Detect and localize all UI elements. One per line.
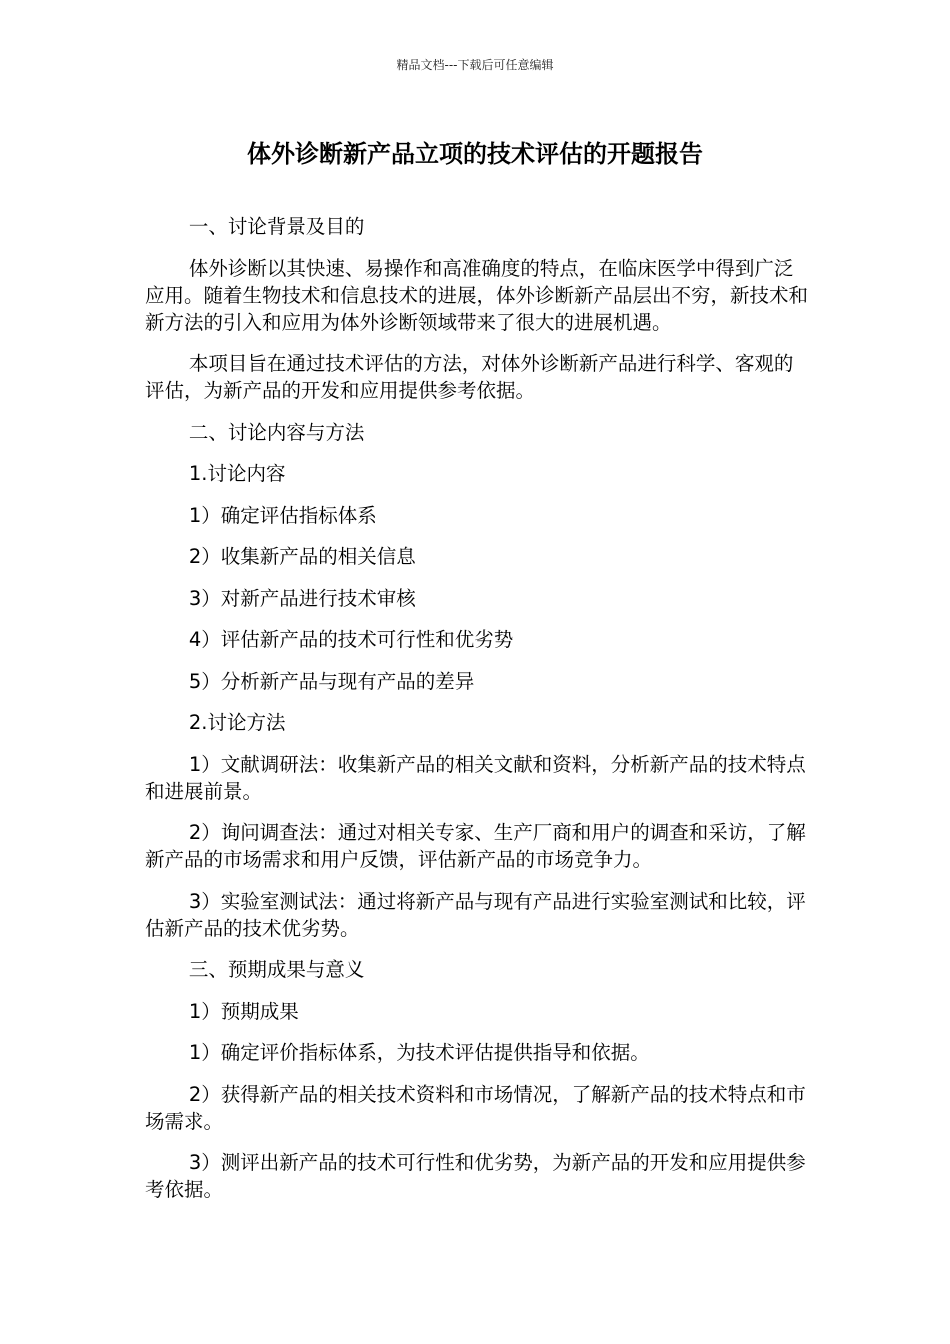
list-item: 4）评估新产品的技术可行性和优劣势 (188, 628, 514, 651)
list-item: 1）确定评估指标体系 (188, 503, 377, 527)
subheading-method: 2.讨论方法 (188, 711, 286, 734)
outcome-item: 3）测评出新产品的技术可行性和优劣势，为新产品的开发和应用提供参考依据。 (145, 1151, 806, 1201)
subheading-outcomes: 1）预期成果 (188, 999, 299, 1023)
method-item: 1）文献调研法：收集新产品的相关文献和资料，分析新产品的技术特点和进展前景。 (145, 752, 806, 803)
section-heading-background: 一、讨论背景及目的 (188, 215, 365, 238)
document-body (145, 213, 809, 1218)
document-title: 体外诊断新产品立项的技术评估的开题报告 (247, 140, 703, 168)
list-item: 2）收集新产品的相关信息 (188, 545, 416, 568)
outcome-item: 1）确定评价指标体系，为技术评估提供指导和依据。 (188, 1041, 650, 1064)
header-note: 精品文档---下载后可任意编辑 (396, 58, 554, 72)
paragraph-background-1: 体外诊断以其快速、易操作和高准确度的特点，在临床医学中得到广泛应用。随着生物技术和信息技术的进展，体外诊断新产品层出不穷，新技术和新方法的引入和应用为体外诊断领域带来了很大的进展机遇。 (145, 256, 809, 334)
list-item: 5）分析新产品与现有产品的差异 (188, 669, 475, 693)
method-item: 2）询问调查法：通过对相关专家、生产厂商和用户的调查和采访，了解新产品的市场需求和用户反馈，评估新产品的市场竞争力。 (145, 821, 806, 871)
list-item: 3）对新产品进行技术审核 (188, 586, 416, 610)
section-heading-outcomes: 三、预期成果与意义 (188, 958, 365, 981)
paragraph-background-2: 本项目旨在通过技术评估的方法，对体外诊断新产品进行科学、客观的评估，为新产品的开发和应用提供参考依据。 (145, 352, 794, 402)
method-item: 3）实验室测试法：通过将新产品与现有产品进行实验室测试和比较，评估新产品的技术优劣势。 (145, 889, 806, 940)
subheading-content: 1.讨论内容 (188, 462, 286, 485)
outcome-item: 2）获得新产品的相关技术资料和市场情况，了解新产品的技术特点和市场需求。 (145, 1082, 806, 1133)
section-heading-content-method: 二、讨论内容与方法 (188, 420, 365, 444)
